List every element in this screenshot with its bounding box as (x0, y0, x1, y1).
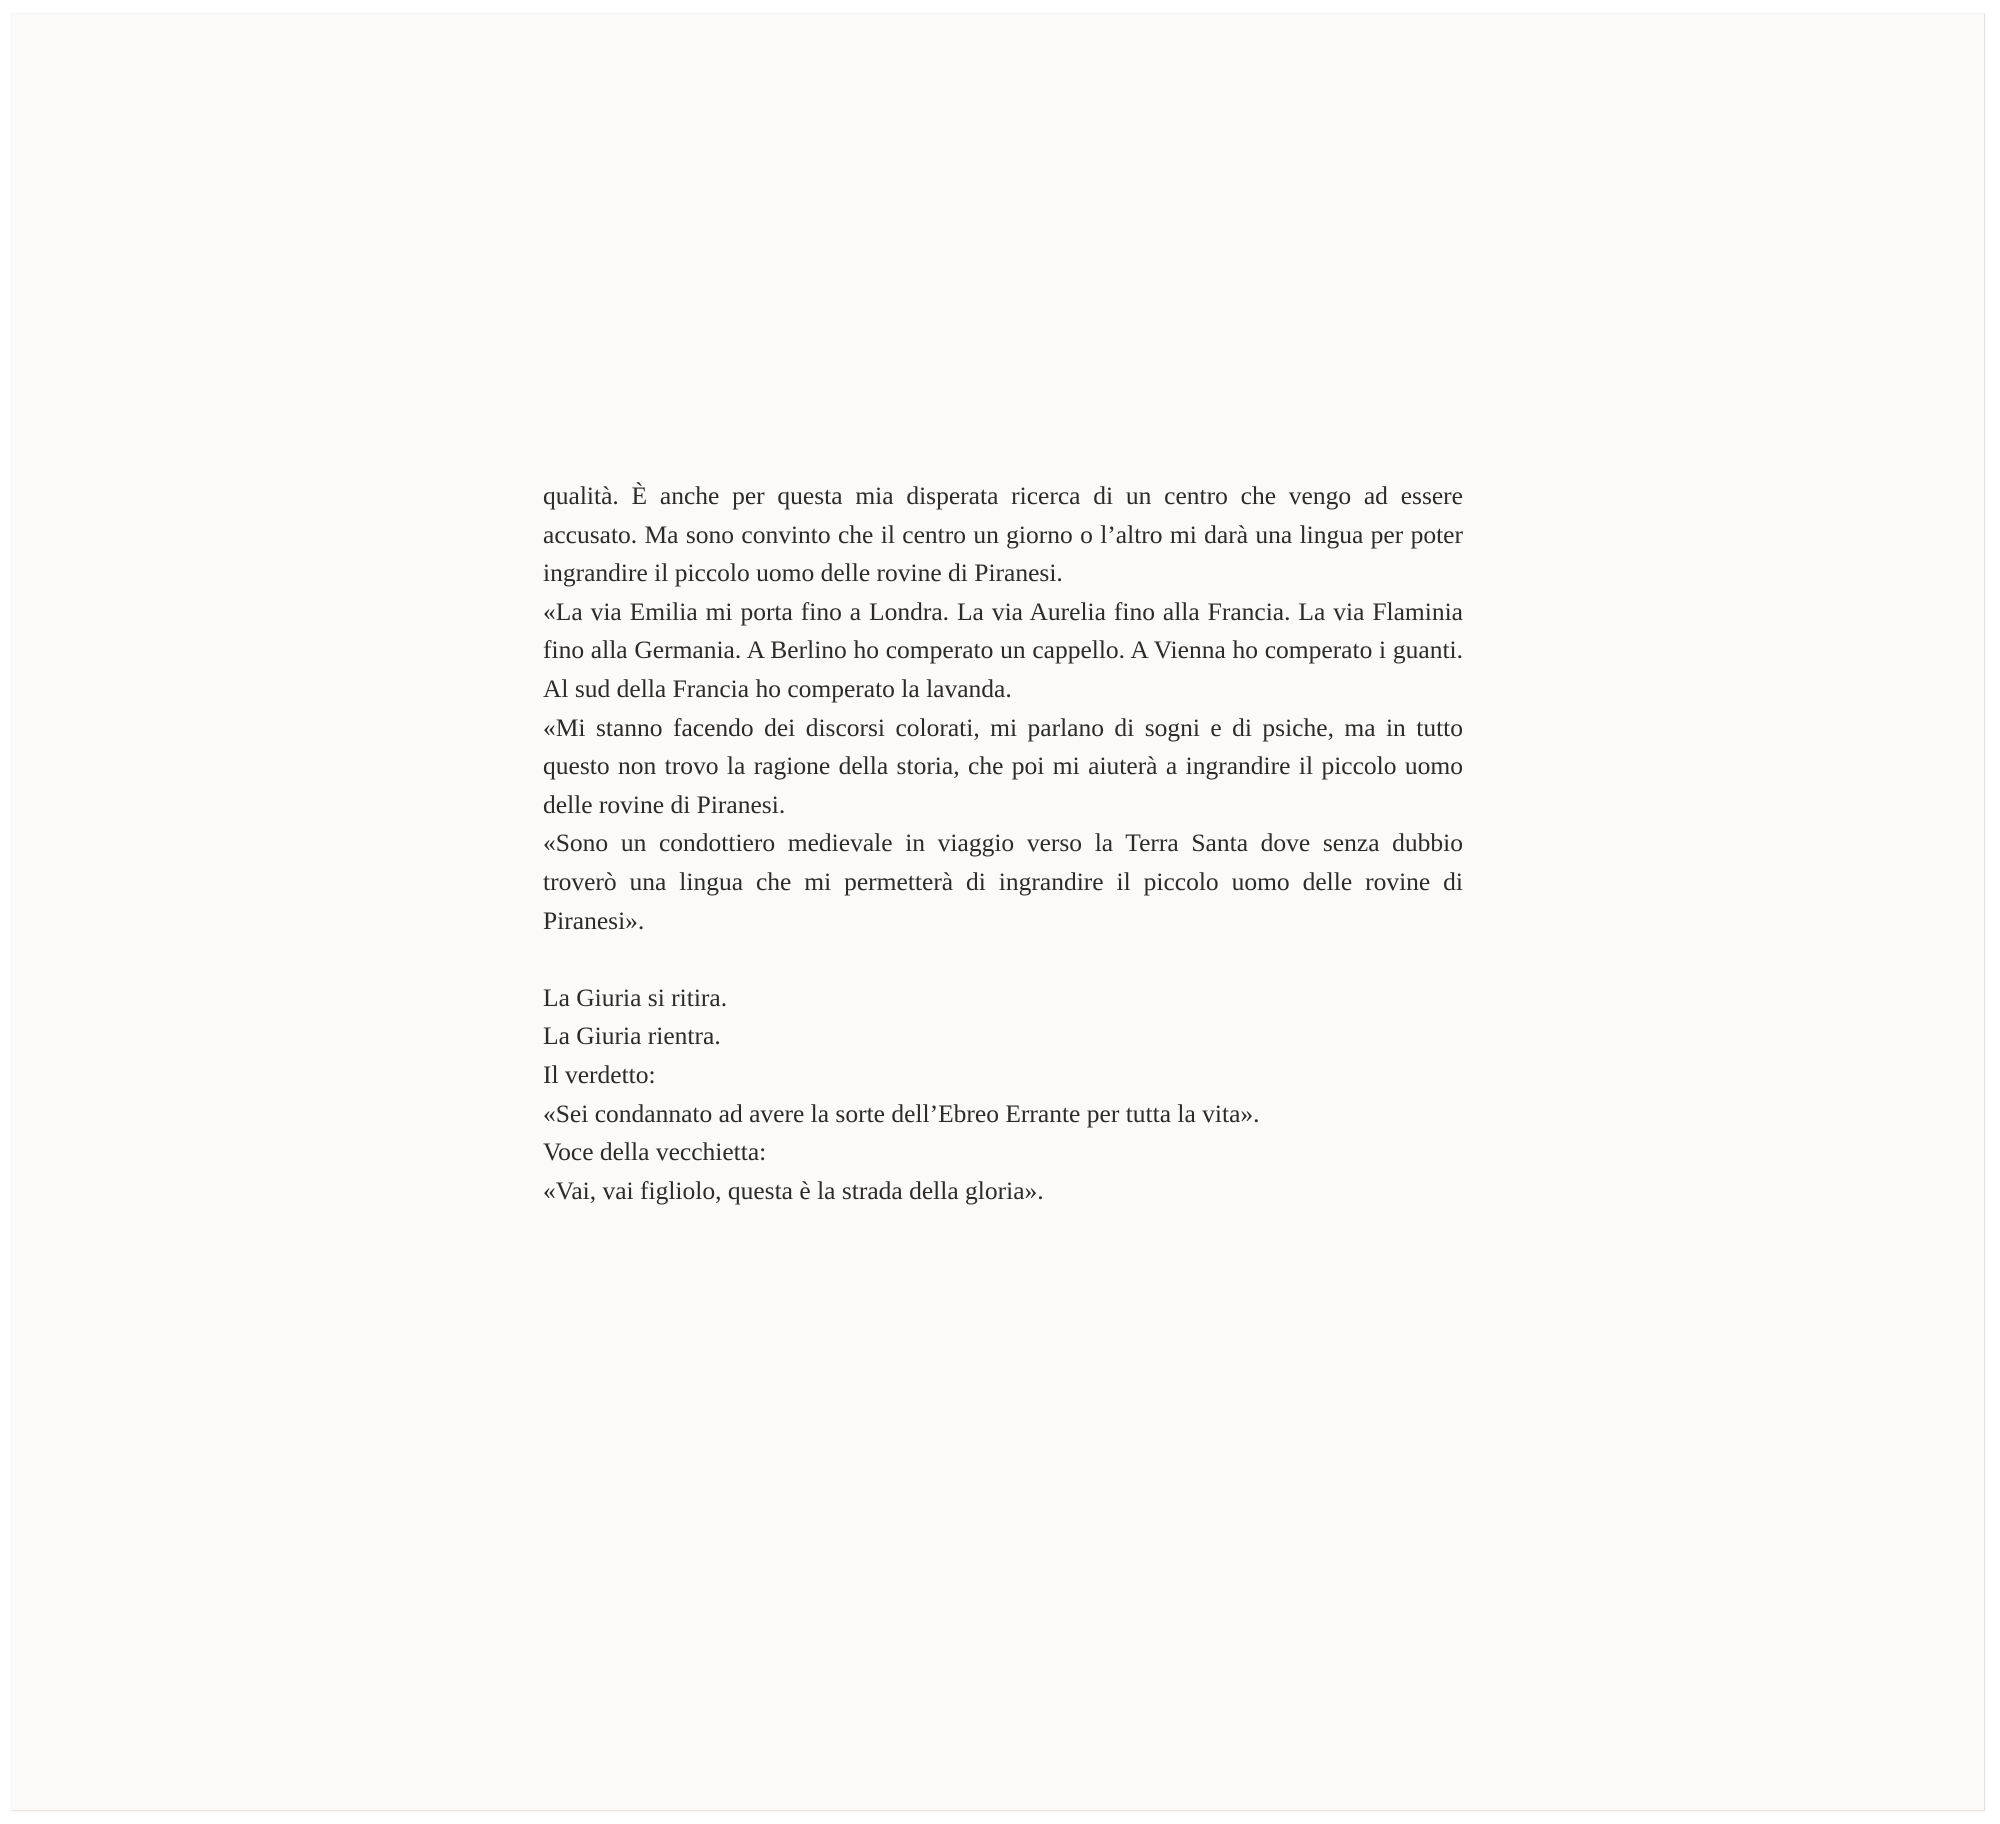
closing-line: Voce della vecchietta: (543, 1137, 767, 1167)
blank-line (543, 940, 1463, 979)
paragraph: «La via Emilia mi porta fino a Londra. La via Aurelia fino alla Francia. La via Flaminia fino alla Germania. A Berlino ho comperato un cappello. A Vienna ho comperato i guanti. Al sud della Francia ho comperato la lavanda. (543, 596, 1463, 703)
closing-line: La Giuria si ritira. (543, 982, 728, 1012)
paragraph: qualità. È anche per questa mia disperata ricerca di un centro che vengo ad essere accusato. Ma sono convinto che il centro un giorno o l’altro mi darà una lingua per poter ingrandire il piccolo uomo delle rovine di Piranesi. (543, 481, 1463, 588)
closing-line: Il verdetto: (543, 1059, 656, 1089)
paragraph: «Mi stanno facendo dei discorsi colorati, mi parlano di sogni e di psiche, ma in tutto questo non trovo la ragione della storia, che poi mi aiuterà a ingrandire il piccolo uomo delle rovine di Piranesi. (543, 712, 1463, 819)
closing-line: «Vai, vai figliolo, questa è la strada della gloria». (543, 1175, 1044, 1205)
paragraph: «Sono un condottiero medievale in viaggio verso la Terra Santa dove senza dubbio troverò una lingua che mi permetterà di ingrandire il piccolo uomo delle rovine di Piranesi». (543, 828, 1463, 935)
closing-line: «Sei condannato ad avere la sorte dell’Ebreo Errante per tutta la vita». (543, 1098, 1260, 1128)
closing-line: La Giuria rientra. (543, 1021, 721, 1051)
text-block (543, 477, 1463, 1210)
